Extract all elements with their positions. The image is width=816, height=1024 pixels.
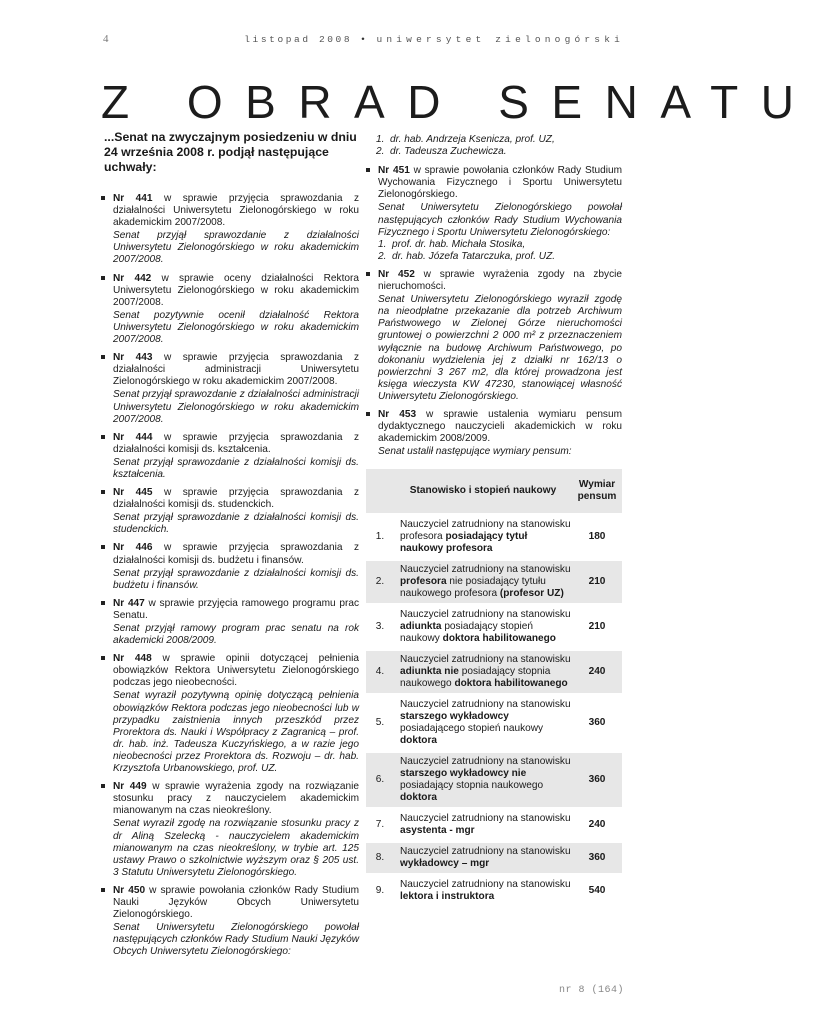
position-text: Nauczyciel zatrudniony na stanowisku [400, 699, 571, 711]
bullet-icon [101, 656, 105, 660]
resolution-title [113, 432, 359, 456]
resolution-title [113, 885, 359, 921]
position-emphasis: asystenta - mgr [400, 825, 475, 837]
row-position [394, 875, 572, 908]
page-title: Z OBRAD SENATU [101, 76, 816, 128]
table-row [366, 809, 622, 842]
bullet-icon [366, 272, 370, 276]
position-emphasis-2: doktora [400, 735, 438, 747]
pensum-table [366, 469, 622, 909]
resolution-decision: Senat wyraził pozytywną opinię dotyczącą pełnienia obowiązków Rektora podczas jego nieobecności lub w przypadku zaistnienia innych przeszkód przez Prorektora ds. Nauki i Współpracy z Zagranicą – prof. dr. hab. inż. Tadeusza Kuczyńskiego, a w razie jego nieobecności przez Prorektora ds. Rozwoju – dr. hab. Krzysztofa Urbanowskiego, prof. UZ. [113, 690, 359, 775]
list-item [376, 134, 622, 146]
resolution-number: Nr 448 [113, 653, 152, 665]
table-row [366, 515, 622, 560]
resolution-title [378, 409, 622, 445]
page-number: 4 [103, 33, 109, 45]
position-text: Nauczyciel zatrudniony na stanowisku [400, 756, 571, 768]
position-text-2: posiadający stopień naukowy [400, 621, 533, 645]
row-pensum-value: 210 [572, 605, 622, 650]
position-emphasis-2: doktora habilitowanego [442, 633, 556, 645]
resolution-decision: Senat pozytywnie ocenił działalność Rektora Uniwersytetu Zielonogórskiego w roku akademickim 2007/2008. [113, 309, 359, 346]
member-list [378, 239, 622, 263]
row-pensum-value: 360 [572, 842, 622, 875]
resolution-decision: Senat wyraził zgodę na rozwiązanie stosunku pracy z dr Aliną Szelecką - nauczycielem akademickim mianowanym na czas nieokreślony, w trybie art. 125 ustawy Prawo o szkolnictwie wyższym oraz § 205 ust. 3 Statutu Uniwersytetu Zielonogórskiego. [113, 818, 359, 878]
table-row [366, 695, 622, 752]
position-emphasis: wykładowcy – mgr [400, 858, 490, 870]
resolution-item [101, 781, 359, 879]
position-emphasis: lektora i instruktora [400, 891, 495, 903]
bullet-icon [101, 888, 105, 892]
resolution-decision: Senat przyjął sprawozdanie z działalności Uniwersytetu Zielonogórskiego w roku akademickim 2007/2008. [113, 230, 359, 266]
position-text: Nauczyciel zatrudniony na stanowisku profesora [400, 519, 571, 543]
resolution-subject: w sprawie przyjęcia sprawozdania z działalności Uniwersytetu Zielonogórskiego w roku akademickim 2007/2008. [113, 193, 359, 229]
resolution-item [101, 273, 359, 347]
resolution-number: Nr 444 [113, 431, 153, 443]
position-emphasis-2: doktora [400, 792, 438, 804]
table-header-pensum-label: Wymiar pensum [577, 479, 617, 503]
table-header-position: Stanowisko i stopień naukowy [394, 469, 572, 515]
list-number: 1. [376, 134, 385, 145]
resolution-decision: Senat przyjął sprawozdanie z działalności komisji ds. budżetu i finansów. [113, 567, 359, 591]
header-separator: • [360, 34, 369, 45]
resolution-item [101, 598, 359, 647]
member-name: dr. Tadeusza Zuchewicza. [390, 146, 507, 158]
position-emphasis-2: (profesor UZ) [499, 588, 564, 600]
resolution-title [378, 165, 622, 201]
resolution-title [113, 598, 359, 622]
row-index: 8. [366, 842, 394, 875]
right-column [366, 134, 622, 909]
row-index: 9. [366, 875, 394, 908]
resolution-title [113, 273, 359, 309]
resolution-subject: w sprawie powołania członków Rady Studium Wychowania Fizycznego i Sportu Uniwersytetu Zielonogórskiego. [378, 165, 622, 201]
row-position [394, 560, 572, 605]
resolution-number: Nr 449 [113, 781, 147, 793]
resolution-decision: Senat przyjął sprawozdanie z działalności komisji ds. kształcenia. [113, 456, 359, 480]
list-item [376, 146, 622, 158]
position-text: Nauczyciel zatrudniony na stanowisku [400, 609, 571, 621]
resolution-number: Nr 441 [113, 193, 153, 204]
resolution-subject: w sprawie przyjęcia sprawozdania z działalności administracji Uniwersytetu Zielonogórskiego w roku akademickim 2007/2008. [113, 352, 359, 388]
row-index: 1. [366, 515, 394, 560]
row-position [394, 842, 572, 875]
bullet-icon [101, 490, 105, 494]
position-emphasis: posiadający tytuł naukowy profesora [400, 531, 528, 555]
row-position [394, 605, 572, 650]
resolution-subject: w sprawie przyjęcia sprawozdania z działalności komisji ds. kształcenia. [113, 431, 359, 455]
resolution-title [113, 542, 359, 566]
bullet-icon [101, 435, 105, 439]
bullet-icon [101, 601, 105, 605]
row-index: 2. [366, 560, 394, 605]
resolution-title [113, 487, 359, 511]
continued-member-list [376, 134, 622, 158]
resolution-decision: Senat ustalił następujące wymiary pensum: [378, 446, 572, 458]
table-header-index [366, 469, 394, 515]
resolution-item [366, 269, 622, 403]
resolution-title [113, 352, 359, 388]
bullet-icon [366, 412, 370, 416]
row-index: 4. [366, 650, 394, 695]
resolution-decision: Senat przyjął ramowy program prac senatu na rok akademicki 2008/2009. [113, 623, 359, 647]
list-item [378, 251, 622, 263]
resolution-decision: Senat Uniwersytetu Zielonogórskiego wyraził zgodę na nieodpłatne przekazanie dla potrzeb Archiwum Państwowego w Zielonej Górze nieruchomości gruntowej o powierzchni 2 000 m² z przeznaczeniem wyłącznie na budowę Archiwum Państwowego, po dokonaniu wydzielenia jej z działki nr 162/13 o powierzchni 3 267 m2, dla której prowadzona jest księga wieczysta KW 47230, stanowiącej własność Uniwersytetu Zielonogórskiego. [378, 294, 622, 402]
position-text: Nauczyciel zatrudniony na stanowisku [400, 846, 571, 858]
row-pensum-value: 540 [572, 875, 622, 908]
resolution-subject: w sprawie wyrażenia zgody na zbycie nieruchomości. [378, 268, 622, 293]
table-row [366, 752, 622, 809]
position-text: Nauczyciel zatrudniony na stanowisku [400, 813, 571, 825]
table-header-row [366, 469, 622, 515]
position-emphasis-2: doktora habilitowanego [454, 678, 568, 690]
row-pensum-value: 240 [572, 650, 622, 695]
position-text-2: nie posiadający tytułu naukowego profesora [400, 576, 546, 600]
list-item [378, 239, 622, 251]
resolution-number: Nr 442 [113, 272, 152, 284]
row-index: 3. [366, 605, 394, 650]
page-header [0, 33, 725, 47]
left-column [101, 130, 359, 964]
resolution-decision: Senat przyjął sprawozdanie z działalności komisji ds. studenckich. [113, 512, 359, 536]
resolution-item [366, 409, 622, 458]
member-name: prof. dr. hab. Michała Stosika, [392, 238, 526, 250]
table-row [366, 605, 622, 650]
resolution-decision: Senat przyjął sprawozdanie z działalności administracji Uniwersytetu Zielonogórskiego w roku akademickim 2007/2008. [113, 389, 359, 425]
position-emphasis: profesora [400, 576, 447, 588]
resolution-number: Nr 445 [113, 487, 153, 499]
bullet-icon [101, 545, 105, 549]
intro-heading: ...Senat na zwyczajnym posiedzeniu w dniu 24 września 2008 r. podjął następujące uchwały: [104, 130, 357, 174]
bullet-icon [101, 276, 105, 280]
row-pensum-value: 210 [572, 560, 622, 605]
position-emphasis: starszego wykładowcy nie [400, 768, 527, 780]
resolution-title [113, 193, 359, 229]
resolution-item [366, 165, 622, 263]
row-position [394, 695, 572, 752]
row-pensum-value: 360 [572, 752, 622, 809]
member-name: dr. hab. Andrzeja Ksenicza, prof. UZ, [390, 134, 555, 145]
resolution-decision: Senat Uniwersytetu Zielonogórskiego powołał następujących członków Rady Studium Wychowania Fizycznego i Sportu Uniwersytetu Zielonogórskiego: [378, 202, 622, 238]
row-pensum-value: 240 [572, 809, 622, 842]
issue-number: nr 8 (164) [558, 985, 624, 996]
resolution-list-right [366, 165, 622, 458]
row-position [394, 809, 572, 842]
row-pensum-value: 360 [572, 695, 622, 752]
bullet-icon [366, 168, 370, 172]
running-header [244, 34, 624, 45]
resolution-list-left [101, 193, 359, 958]
row-position [394, 515, 572, 560]
resolution-subject: w sprawie powołania członków Rady Studium Nauki Języków Obcych Uniwersytetu Zielonogórskiego. [113, 884, 359, 921]
list-number: 2. [376, 146, 385, 158]
bullet-icon [101, 196, 105, 200]
table-row [366, 560, 622, 605]
row-index: 5. [366, 695, 394, 752]
resolution-subject: w sprawie wyrażenia zgody na rozwiązanie stosunku pracy z nauczycielem akademickim mianowanym na czas nieokreślony. [113, 781, 359, 817]
resolution-item [101, 885, 359, 959]
position-emphasis: adiunkta [400, 621, 442, 633]
row-pensum-value: 180 [572, 515, 622, 560]
row-position [394, 752, 572, 809]
resolution-subject: w sprawie przyjęcia sprawozdania z działalności komisji ds. budżetu i finansów. [113, 542, 359, 566]
resolution-number: Nr 447 [113, 597, 145, 609]
row-index: 7. [366, 809, 394, 842]
position-text-2: posiadający stopnia naukowego [400, 780, 544, 792]
resolution-title [113, 653, 359, 689]
bullet-icon [101, 355, 105, 359]
resolution-subject: w sprawie oceny działalności Rektora Uniwersytetu Zielonogórskiego w roku akademickim 2007/2008. [113, 272, 359, 308]
bullet-icon [101, 784, 105, 788]
position-text-2: posiadający stopnia naukowego [400, 666, 551, 690]
list-number: 2. [378, 250, 387, 262]
resolution-subject: w sprawie przyjęcia sprawozdania z działalności komisji ds. studenckich. [113, 487, 359, 511]
row-index: 6. [366, 752, 394, 809]
resolution-item [101, 653, 359, 775]
table-row [366, 842, 622, 875]
resolution-decision: Senat Uniwersytetu Zielonogórskiego powołał następujących członków Rady Studium Nauki Języków Obcych Uniwersytetu Zielonogórskiego: [113, 922, 359, 958]
resolution-number: Nr 451 [378, 165, 410, 177]
resolution-number: Nr 443 [113, 352, 153, 364]
table-header-pensum [572, 469, 622, 515]
publication-name: uniwersytet zielonogórski [376, 34, 624, 45]
position-text: Nauczyciel zatrudniony na stanowisku [400, 879, 571, 891]
resolution-subject: w sprawie opinii dotyczącej pełnienia obowiązków Rektora Uniwersytetu Zielonogórskiego podczas jego nieobecności. [113, 653, 359, 689]
issue-date: listopad 2008 [244, 34, 353, 45]
table-row [366, 875, 622, 908]
resolution-number: Nr 450 [113, 884, 146, 896]
position-emphasis: starszego wykładowcy [400, 711, 509, 723]
resolution-item [101, 193, 359, 267]
resolution-item [101, 432, 359, 481]
resolution-number: Nr 453 [378, 408, 417, 420]
resolution-number: Nr 446 [113, 542, 153, 554]
position-emphasis: adiunkta nie [400, 666, 459, 678]
resolution-item [101, 352, 359, 426]
resolution-subject: w sprawie przyjęcia ramowego programu prac Senatu. [113, 597, 360, 621]
resolution-title [378, 269, 622, 293]
row-position [394, 650, 572, 695]
resolution-item [101, 542, 359, 591]
position-text-2: posiadającego stopień naukowy [400, 723, 544, 735]
list-number: 1. [378, 238, 387, 250]
position-text: Nauczyciel zatrudniony na stanowisku [400, 564, 571, 576]
resolution-title [113, 781, 359, 817]
resolution-item [101, 487, 359, 536]
member-name: dr. hab. Józefa Tatarczuka, prof. UZ. [392, 250, 556, 262]
resolution-number: Nr 452 [378, 268, 415, 280]
table-row [366, 650, 622, 695]
position-text: Nauczyciel zatrudniony na stanowisku [400, 654, 571, 666]
resolution-subject: w sprawie ustalenia wymiaru pensum dydaktycznego nauczycieli akademickich w roku akademickim 2008/2009. [378, 408, 622, 445]
